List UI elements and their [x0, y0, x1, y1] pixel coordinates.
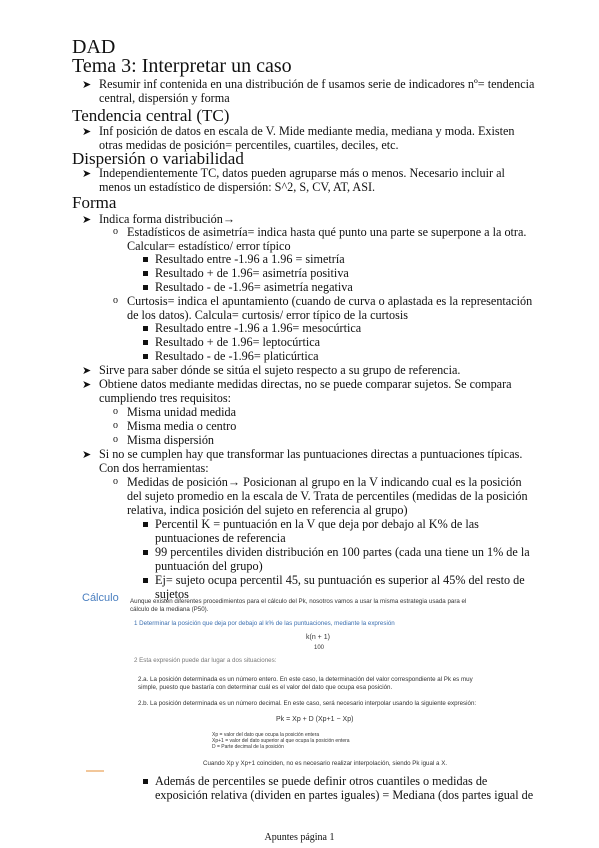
last-item-line: exposición relativa (dividen en partes iguales) = Mediana (dos partes igual de: [155, 788, 534, 802]
formula-denominator: 100: [314, 645, 325, 651]
forma-heading: Forma: [72, 193, 117, 212]
requisito-item: Misma unidad medida: [127, 405, 236, 419]
forma-bullet-line: Si no se cumplen hay que transformar las puntuaciones directas a puntuaciones típicas.: [99, 447, 523, 461]
forma-bullet: Sirve para saber dónde se sitúa el sujeto respecto a su grupo de referencia.: [99, 363, 461, 377]
percentil-item-line: 99 percentiles dividen distribución en 100 partes (cada una tiene un 1% de la: [155, 545, 530, 559]
square-bullet-icon: [143, 354, 148, 359]
asimetria-item: Resultado - de -1.96= asimetría negativa: [155, 280, 353, 294]
last-item-line: Además de percentiles se puede definir otros cuantiles o medidas de: [155, 774, 488, 788]
forma-bullet-line: Con dos herramientas:: [99, 461, 209, 475]
arrow-bullet-icon: ➤: [82, 365, 92, 377]
calc-note: Cuando Xp y Xp+1 coinciden, no es necesario realizar interpolación, siendo Pk igual a X.: [203, 760, 448, 767]
square-bullet-icon: [143, 326, 148, 331]
square-bullet-icon: [143, 522, 148, 527]
tema-bullet-line: central, dispersión y forma: [99, 91, 230, 105]
tendencia-bullet-line: Inf posición de datos en escala de V. Mide mediante media, mediana y moda. Existen: [99, 124, 515, 138]
formula-legend: D = Parte decimal de la posición: [212, 744, 284, 750]
square-bullet-icon: [143, 550, 148, 555]
percentil-item-line: sujetos: [155, 587, 189, 601]
dispersion-bullet-line: menos un estadístico de dispersión: S^2, S, CV, AT, ASI.: [99, 180, 376, 194]
curtosis-item: Resultado entre -1.96 a 1.96= mesocúrtica: [155, 321, 362, 335]
circle-bullet-icon: o: [113, 434, 118, 445]
percentil-item-line: Ej= sujeto ocupa percentil 45, su puntuación es superior al 45% del resto de: [155, 573, 525, 587]
calc-step: 2 Esta expresión puede dar lugar a dos situaciones:: [134, 657, 277, 664]
embedded-calculation-image: [78, 590, 528, 775]
tema-heading: Tema 3: Interpretar un caso: [72, 55, 292, 77]
percentil-item-line: Percentil K = puntuación en la V que deja por debajo al K% de las: [155, 517, 479, 531]
posicion-line: del sujeto promedio en la escala de V. Trata de percentiles (medidas de la posición: [127, 489, 528, 503]
arrow-bullet-icon: ➤: [82, 126, 92, 138]
square-bullet-icon: [143, 271, 148, 276]
curtosis-item: Resultado + de 1.96= leptocúrtica: [155, 335, 321, 349]
decorative-mark: [86, 770, 104, 772]
calc-step: 2.a. La posición determinada es un número entero. En este caso, la determinación del valor correspondiente al Pk es muy: [138, 676, 473, 683]
requisito-item: Misma dispersión: [127, 433, 215, 447]
square-bullet-icon: [143, 285, 148, 290]
square-bullet-icon: [143, 578, 148, 583]
arrow-bullet-icon: ➤: [82, 449, 92, 461]
dispersion-heading: Dispersión o variabilidad: [72, 149, 244, 168]
calc-step: simple, puesto que bastaría con determinar cuál es el valor del dato que ocupa esa posición.: [138, 684, 393, 691]
arrow-bullet-icon: ➤: [82, 214, 92, 226]
formula-numerator: k(n + 1): [306, 634, 330, 641]
calc-intro-line: Aunque existen diferentes procedimientos para el cálculo del Pk, nosotros vamos a usar la misma estrategia usada para el: [130, 598, 467, 605]
page-footer: Apuntes página 1: [264, 832, 335, 843]
formula-legend: Xp+1 = valor del dato superior al que ocupa la posición entera: [212, 738, 350, 744]
curtosis-line: de los datos). Calcula= curtosis/ error típico de la curtosis: [127, 308, 409, 322]
doc-title: DAD: [72, 36, 116, 58]
square-bullet-icon: [143, 257, 148, 262]
curtosis-line: Curtosis= indica el apuntamiento (cuando de curva o aplastada es la representación: [127, 294, 533, 308]
arrow-bullet-icon: ➤: [82, 379, 92, 391]
calc-step: 1 Determinar la posición que deja por debajo al k% de las puntuaciones, mediante la expresión: [134, 620, 395, 627]
calculo-title: Cálculo: [82, 592, 119, 604]
calc-intro-line: cálculo de la mediana (P50).: [130, 606, 209, 613]
formula-interp: Pk = Xp + D (Xp+1 − Xp): [276, 716, 354, 723]
arrow-bullet-icon: ➤: [82, 168, 92, 180]
arrow-bullet-icon: ➤: [82, 79, 92, 91]
percentil-item-line: puntuación del grupo): [155, 559, 263, 573]
forma-bullet-line: cumpliendo tres requisitos:: [99, 391, 232, 405]
circle-bullet-icon: o: [113, 226, 118, 237]
tendencia-heading: Tendencia central (TC): [72, 106, 230, 125]
dispersion-bullet-line: Independientemente TC, datos pueden agruparse más o menos. Necesario incluir al: [99, 166, 505, 180]
tendencia-bullet-line: otras medidas de posición= percentiles, cuartiles, deciles, etc.: [99, 138, 399, 152]
square-bullet-icon: [143, 340, 148, 345]
asimetria-item: Resultado entre -1.96 a 1.96 = simetría: [155, 252, 345, 266]
circle-bullet-icon: o: [113, 406, 118, 417]
requisito-item: Misma media o centro: [127, 419, 237, 433]
circle-bullet-icon: o: [113, 476, 118, 487]
forma-bullet-line: Obtiene datos mediante medidas directas, no se puede comparar sujetos. Se compara: [99, 377, 512, 391]
circle-bullet-icon: o: [113, 420, 118, 431]
formula-legend: Xp = valor del dato que ocupa la posición entera: [212, 732, 320, 738]
forma-bullet: Indica forma distribución→: [99, 212, 236, 226]
circle-bullet-icon: o: [113, 295, 118, 306]
curtosis-item: Resultado - de -1.96= platicúrtica: [155, 349, 319, 363]
asimetria-item: Resultado + de 1.96= asimetría positiva: [155, 266, 349, 280]
calc-step: 2.b. La posición determinada es un número decimal. En este caso, será necesario interpolar usando la siguiente expresión:: [138, 700, 477, 707]
asimetria-line: Calcular= estadístico/ error típico: [127, 239, 291, 253]
asimetria-line: Estadísticos de asimetría= indica hasta qué punto una parte se superpone a la otra.: [127, 225, 527, 239]
square-bullet-icon: [143, 779, 148, 784]
tema-bullet-line: Resumir inf contenida en una distribución de f usamos serie de indicadores nº= tendencia: [99, 77, 535, 91]
percentil-item-line: puntuaciones de referencia: [155, 531, 286, 545]
posicion-line: Medidas de posición→ Posicionan al grupo en la V indicando cual es la posición: [127, 475, 522, 489]
posicion-line: relativa, indica posición del sujeto en referencia al grupo): [127, 503, 408, 517]
